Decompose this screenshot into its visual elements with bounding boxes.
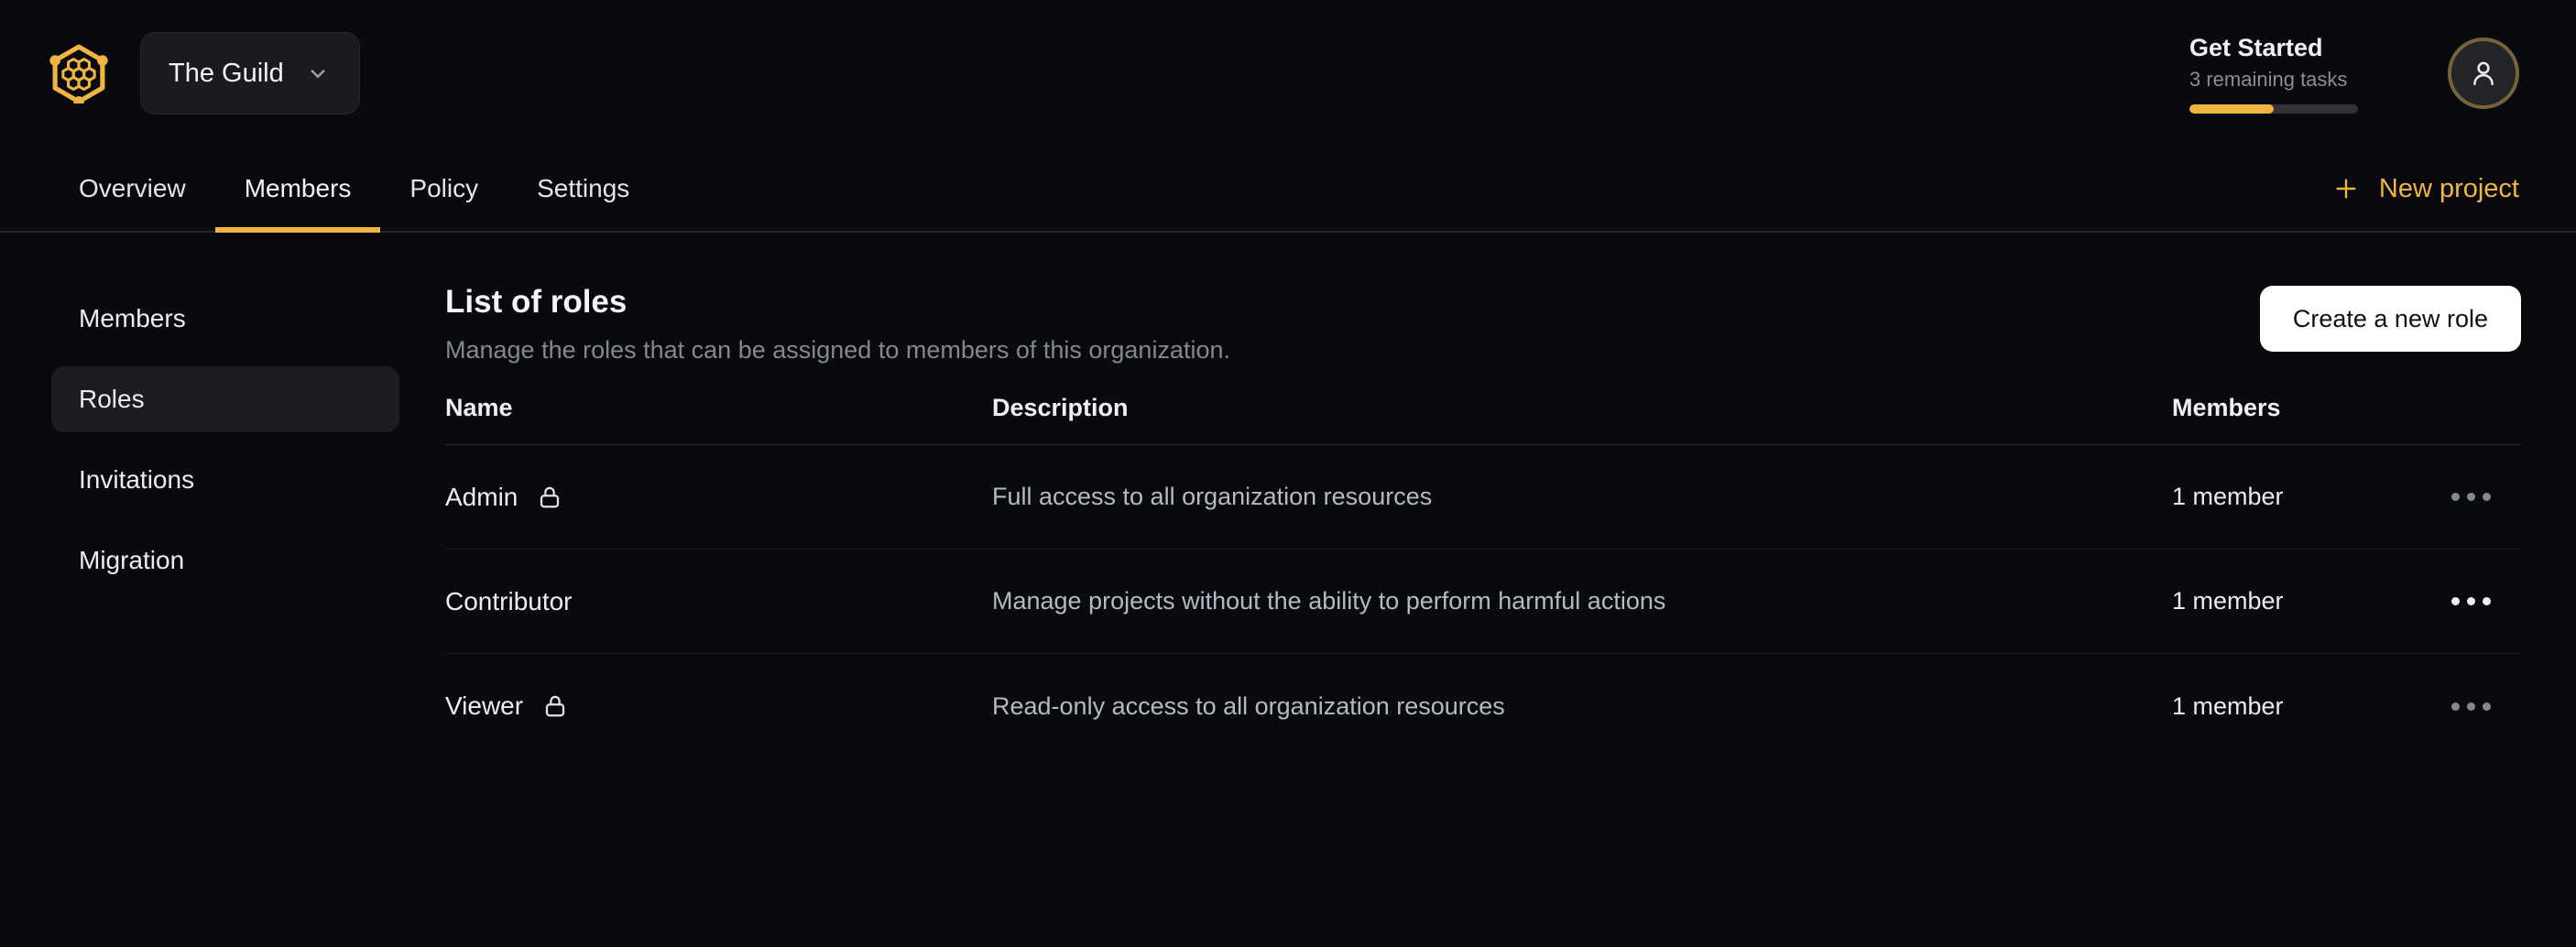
role-contributor-menu-button[interactable] <box>2442 584 2500 618</box>
role-row-contributor-description: Manage projects without the ability to perform harmful actions <box>992 550 2172 654</box>
get-started-remaining: 3 remaining tasks <box>2189 67 2348 91</box>
role-row-admin-members: 1 member <box>2172 445 2420 550</box>
hive-logo-icon <box>49 43 109 103</box>
tab-members-label: Members <box>244 174 352 202</box>
page-title: List of roles <box>445 284 628 320</box>
tab-policy-label: Policy <box>409 174 479 202</box>
new-project-label: New project <box>2378 173 2519 203</box>
column-header-name: Name <box>445 372 992 445</box>
user-avatar-button[interactable] <box>2448 38 2519 109</box>
org-tabbar <box>0 147 2576 233</box>
sidebar-item-migration-label: Migration <box>79 546 185 574</box>
role-row-admin-description: Full access to all organization resources <box>992 445 2172 550</box>
column-header-description: Description <box>992 372 2172 445</box>
tab-overview-label: Overview <box>79 174 186 202</box>
role-row-contributor-members: 1 member <box>2172 550 2420 654</box>
role-row-admin-actions <box>2420 445 2521 550</box>
roles-panel <box>445 233 2576 947</box>
tab-overview[interactable] <box>49 147 215 231</box>
sidebar-item-migration[interactable] <box>51 528 399 593</box>
roles-heading-block <box>445 284 1230 365</box>
user-icon <box>2467 57 2500 90</box>
role-row-admin-name <box>445 445 992 550</box>
role-row-viewer-name <box>445 654 992 758</box>
column-header-actions <box>2420 372 2521 445</box>
org-selector-button[interactable] <box>140 32 360 114</box>
sidebar-item-roles-label: Roles <box>79 385 145 413</box>
tab-members[interactable] <box>215 147 381 231</box>
members-sidebar <box>0 233 445 947</box>
role-row-viewer-actions <box>2420 654 2521 758</box>
role-admin-menu-button[interactable] <box>2442 480 2500 514</box>
create-role-button[interactable]: Create a new role <box>2260 286 2521 352</box>
roles-table <box>445 372 2521 758</box>
role-name: Admin <box>445 482 518 511</box>
sidebar-item-roles[interactable] <box>51 366 399 432</box>
org-name: The Guild <box>169 58 284 88</box>
sidebar-item-members-label: Members <box>79 304 186 332</box>
sidebar-item-invitations-label: Invitations <box>79 465 195 494</box>
role-name: Contributor <box>445 586 573 615</box>
chevron-down-icon <box>304 60 332 87</box>
tab-settings[interactable] <box>508 147 659 231</box>
get-started-title: Get Started <box>2189 33 2323 61</box>
top-header <box>0 0 2576 147</box>
role-row-contributor-name <box>445 550 992 654</box>
role-viewer-menu-button[interactable] <box>2442 690 2500 724</box>
page-subtitle: Manage the roles that can be assigned to members of this organization. <box>445 336 1230 364</box>
sidebar-item-invitations[interactable] <box>51 447 399 513</box>
get-started-progress-fill <box>2189 104 2274 114</box>
role-row-viewer-members: 1 member <box>2172 691 2284 720</box>
tab-policy[interactable] <box>380 147 508 231</box>
roles-panel-header <box>445 284 2521 365</box>
role-name: Viewer <box>445 691 524 720</box>
role-row-contributor-actions <box>2420 550 2521 654</box>
tab-settings-label: Settings <box>537 174 630 202</box>
content-area <box>0 233 2576 947</box>
lock-icon <box>536 484 563 511</box>
get-started-widget[interactable] <box>2189 34 2360 114</box>
role-row-viewer-description: Read-only access to all organization resources <box>992 691 1505 720</box>
sidebar-item-members[interactable] <box>51 286 399 352</box>
lock-icon <box>541 692 569 720</box>
get-started-progressbar <box>2189 104 2358 114</box>
column-header-members: Members <box>2172 372 2420 445</box>
plus-icon <box>2331 174 2361 203</box>
new-project-button[interactable] <box>2331 147 2519 231</box>
